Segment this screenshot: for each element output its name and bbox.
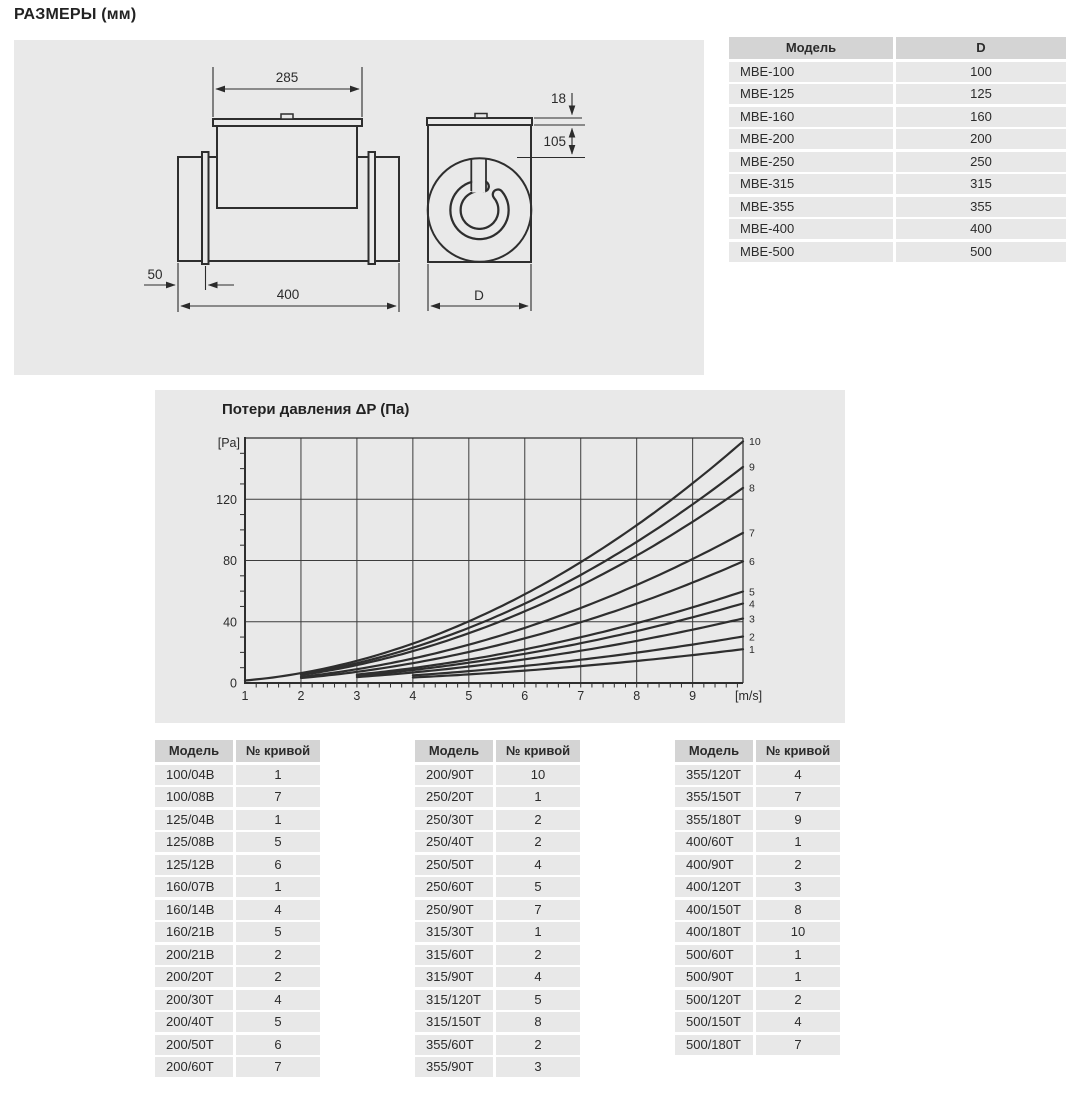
cell-value: 4 bbox=[756, 1012, 840, 1032]
cell-value: 7 bbox=[756, 787, 840, 807]
table-row bbox=[415, 900, 580, 920]
table-row bbox=[729, 242, 1066, 262]
y-axis-unit: [Pa] bbox=[217, 436, 240, 450]
table-row bbox=[155, 900, 320, 920]
pressure-curves bbox=[245, 436, 761, 680]
cell-value: 200 bbox=[896, 129, 1066, 149]
cell-value: 3 bbox=[756, 877, 840, 897]
table-row bbox=[729, 62, 1066, 82]
curve-label-6: 6 bbox=[749, 556, 755, 569]
y-tick-label: 120 bbox=[216, 492, 237, 507]
table-row bbox=[415, 832, 580, 852]
table-row bbox=[155, 1012, 320, 1032]
cell-value: 4 bbox=[756, 765, 840, 785]
cell-value: 1 bbox=[236, 765, 320, 785]
table-row bbox=[675, 990, 840, 1010]
front-lid-nub bbox=[475, 114, 487, 119]
cell-model: 125/04B bbox=[155, 810, 233, 830]
lid-nub bbox=[281, 114, 293, 119]
cell-model: 500/120T bbox=[675, 990, 753, 1010]
dim-400-label: 400 bbox=[276, 287, 300, 302]
table-row bbox=[155, 1035, 320, 1055]
cell-value: 2 bbox=[236, 967, 320, 987]
cell-model: 500/150T bbox=[675, 1012, 753, 1032]
cell-model: 125/08B bbox=[155, 832, 233, 852]
cell-value: 500 bbox=[896, 242, 1066, 262]
cell-model: 200/60T bbox=[155, 1057, 233, 1077]
table-row bbox=[675, 787, 840, 807]
dim-50-label: 50 bbox=[147, 267, 163, 282]
column-header: № кривой bbox=[236, 740, 320, 762]
table-row bbox=[675, 855, 840, 875]
cell-model: 315/60T bbox=[415, 945, 493, 965]
curve-label-3: 3 bbox=[749, 613, 755, 626]
pressure-loss-chart bbox=[155, 390, 845, 723]
curve-label-10: 10 bbox=[749, 436, 761, 449]
table-row bbox=[415, 1057, 580, 1077]
table-row bbox=[155, 810, 320, 830]
cell-model: MBE-160 bbox=[729, 107, 893, 127]
y-tick-label: 0 bbox=[230, 676, 237, 691]
duct-heater-drawing bbox=[14, 40, 704, 375]
cell-value: 125 bbox=[896, 84, 1066, 104]
table-row bbox=[155, 832, 320, 852]
cell-value: 100 bbox=[896, 62, 1066, 82]
cell-value: 315 bbox=[896, 174, 1066, 194]
cell-model: 160/14B bbox=[155, 900, 233, 920]
cell-model: 100/08B bbox=[155, 787, 233, 807]
cell-model: 200/50T bbox=[155, 1035, 233, 1055]
cell-model: 355/180T bbox=[675, 810, 753, 830]
cell-model: 100/04B bbox=[155, 765, 233, 785]
curve-label-2: 2 bbox=[749, 631, 755, 644]
table-row bbox=[155, 945, 320, 965]
cell-model: 250/50T bbox=[415, 855, 493, 875]
cell-value: 2 bbox=[756, 855, 840, 875]
cell-model: 200/30T bbox=[155, 990, 233, 1010]
table-row bbox=[415, 810, 580, 830]
x-tick-label: 8 bbox=[633, 689, 641, 703]
table-row bbox=[415, 1012, 580, 1032]
y-tick-label: 80 bbox=[223, 554, 237, 568]
page-title: РАЗМЕРЫ (мм) bbox=[14, 6, 137, 23]
cell-value: 4 bbox=[496, 967, 580, 987]
table-row bbox=[675, 900, 840, 920]
column-header: Модель bbox=[415, 740, 493, 762]
cell-model: 315/30T bbox=[415, 922, 493, 942]
cell-value: 1 bbox=[756, 945, 840, 965]
cell-value: 10 bbox=[496, 765, 580, 785]
curve-label-1: 1 bbox=[749, 644, 755, 657]
x-tick-label: 7 bbox=[577, 689, 585, 703]
table-header-row bbox=[415, 740, 580, 762]
x-tick-label: 6 bbox=[521, 689, 529, 703]
element-slot bbox=[472, 161, 485, 193]
chart-title: Потери давления ΔP (Па) bbox=[222, 401, 410, 418]
table-row bbox=[729, 107, 1066, 127]
curve-label-4: 4 bbox=[749, 598, 755, 611]
table-row bbox=[415, 967, 580, 987]
table-row bbox=[415, 787, 580, 807]
cell-value: 250 bbox=[896, 152, 1066, 172]
cell-model: 200/90T bbox=[415, 765, 493, 785]
cell-value: 7 bbox=[236, 1057, 320, 1077]
cell-model: 315/120T bbox=[415, 990, 493, 1010]
x-tick-label: 3 bbox=[353, 689, 361, 703]
cell-model: 315/150T bbox=[415, 1012, 493, 1032]
cell-model: 400/150T bbox=[675, 900, 753, 920]
cell-value: 6 bbox=[236, 855, 320, 875]
cell-model: 500/60T bbox=[675, 945, 753, 965]
cell-value: 2 bbox=[496, 810, 580, 830]
pressure-curve-4 bbox=[357, 604, 743, 676]
cell-model: 200/40T bbox=[155, 1012, 233, 1032]
dim-285-label: 285 bbox=[275, 70, 299, 85]
cell-model: 400/60T bbox=[675, 832, 753, 852]
column-header: D bbox=[896, 37, 1066, 59]
cell-value: 400 bbox=[896, 219, 1066, 239]
cell-value: 4 bbox=[496, 855, 580, 875]
cell-value: 8 bbox=[756, 900, 840, 920]
x-axis-unit: [m/s] bbox=[735, 689, 763, 703]
x-tick-label: 5 bbox=[465, 689, 473, 703]
table-row bbox=[155, 922, 320, 942]
cell-model: 400/180T bbox=[675, 922, 753, 942]
cell-value: 2 bbox=[756, 990, 840, 1010]
table-row bbox=[675, 967, 840, 987]
table-row bbox=[675, 810, 840, 830]
table-row bbox=[415, 1035, 580, 1055]
column-header: № кривой bbox=[756, 740, 840, 762]
curve-label-5: 5 bbox=[749, 586, 755, 599]
side-view bbox=[178, 114, 399, 264]
table-row bbox=[729, 84, 1066, 104]
x-tick-label: 2 bbox=[297, 689, 305, 703]
cell-value: 10 bbox=[756, 922, 840, 942]
cell-model: 250/20T bbox=[415, 787, 493, 807]
table-row bbox=[155, 787, 320, 807]
cell-value: 4 bbox=[236, 990, 320, 1010]
table-row bbox=[675, 1035, 840, 1055]
left-flange bbox=[202, 152, 209, 264]
cell-model: 315/90T bbox=[415, 967, 493, 987]
cell-value: 1 bbox=[756, 832, 840, 852]
table-row bbox=[415, 855, 580, 875]
cell-model: MBE-400 bbox=[729, 219, 893, 239]
cell-value: 3 bbox=[496, 1057, 580, 1077]
curve-label-7: 7 bbox=[749, 527, 755, 540]
axis-labels bbox=[216, 436, 762, 703]
cell-model: 160/21B bbox=[155, 922, 233, 942]
table-row bbox=[155, 877, 320, 897]
cell-model: 250/40T bbox=[415, 832, 493, 852]
column-header: Модель bbox=[155, 740, 233, 762]
table-row bbox=[155, 967, 320, 987]
table-row bbox=[675, 832, 840, 852]
cell-model: 355/120T bbox=[675, 765, 753, 785]
cell-value: 5 bbox=[496, 990, 580, 1010]
curve-table-2 bbox=[415, 740, 580, 1080]
curve-table-3 bbox=[675, 740, 840, 1057]
dimensions-drawing-panel bbox=[14, 40, 704, 375]
cell-value: 1 bbox=[496, 922, 580, 942]
cell-value: 1 bbox=[496, 787, 580, 807]
pressure-loss-chart-panel bbox=[155, 390, 845, 723]
cell-model: 200/21B bbox=[155, 945, 233, 965]
table-row bbox=[675, 922, 840, 942]
cell-model: 355/90T bbox=[415, 1057, 493, 1077]
table-row bbox=[675, 877, 840, 897]
cell-model: 250/60T bbox=[415, 877, 493, 897]
dim-105-label: 105 bbox=[543, 134, 566, 149]
cell-value: 8 bbox=[496, 1012, 580, 1032]
table-row bbox=[729, 174, 1066, 194]
cell-value: 160 bbox=[896, 107, 1066, 127]
cell-value: 5 bbox=[236, 832, 320, 852]
cell-model: MBE-355 bbox=[729, 197, 893, 217]
curve-label-9: 9 bbox=[749, 461, 755, 474]
dim-D-label: D bbox=[474, 288, 484, 303]
cell-model: MBE-125 bbox=[729, 84, 893, 104]
cell-model: MBE-100 bbox=[729, 62, 893, 82]
cell-value: 5 bbox=[236, 1012, 320, 1032]
x-tick-label: 4 bbox=[409, 689, 417, 703]
cell-model: 500/180T bbox=[675, 1035, 753, 1055]
cell-value: 2 bbox=[496, 945, 580, 965]
x-tick-label: 1 bbox=[241, 689, 249, 703]
cell-model: 500/90T bbox=[675, 967, 753, 987]
table-row bbox=[415, 990, 580, 1010]
cell-model: 400/90T bbox=[675, 855, 753, 875]
cell-value: 6 bbox=[236, 1035, 320, 1055]
table-row bbox=[675, 765, 840, 785]
column-header: Модель bbox=[675, 740, 753, 762]
cell-value: 2 bbox=[496, 832, 580, 852]
cell-value: 2 bbox=[496, 1035, 580, 1055]
cell-model: 250/30T bbox=[415, 810, 493, 830]
front-lid bbox=[427, 118, 532, 125]
cell-model: MBE-200 bbox=[729, 129, 893, 149]
cell-model: 160/07B bbox=[155, 877, 233, 897]
cell-model: MBE-250 bbox=[729, 152, 893, 172]
table-row bbox=[729, 197, 1066, 217]
table-header-row bbox=[729, 37, 1066, 59]
table-row bbox=[675, 1012, 840, 1032]
cell-model: 355/60T bbox=[415, 1035, 493, 1055]
cell-value: 5 bbox=[496, 877, 580, 897]
cell-value: 1 bbox=[756, 967, 840, 987]
table-row bbox=[729, 152, 1066, 172]
table-row bbox=[155, 990, 320, 1010]
terminal-box bbox=[217, 126, 357, 208]
terminal-box-lid bbox=[213, 119, 362, 126]
table-header-row bbox=[675, 740, 840, 762]
table-row bbox=[415, 765, 580, 785]
table-row bbox=[415, 922, 580, 942]
cell-model: 400/120T bbox=[675, 877, 753, 897]
cell-value: 2 bbox=[236, 945, 320, 965]
front-body bbox=[428, 125, 531, 262]
cell-value: 9 bbox=[756, 810, 840, 830]
cell-value: 5 bbox=[236, 922, 320, 942]
cell-model: 200/20T bbox=[155, 967, 233, 987]
cell-value: 1 bbox=[236, 877, 320, 897]
cell-value: 7 bbox=[756, 1035, 840, 1055]
table-row bbox=[729, 219, 1066, 239]
cell-model: 125/12B bbox=[155, 855, 233, 875]
cell-model: 250/90T bbox=[415, 900, 493, 920]
right-flange bbox=[369, 152, 376, 264]
table-row bbox=[155, 765, 320, 785]
curve-table-1 bbox=[155, 740, 320, 1080]
cell-model: MBE-500 bbox=[729, 242, 893, 262]
table-row bbox=[729, 129, 1066, 149]
cell-model: MBE-315 bbox=[729, 174, 893, 194]
pressure-curve-9 bbox=[301, 467, 743, 674]
table-row bbox=[415, 945, 580, 965]
axis-ticks bbox=[240, 453, 737, 687]
cell-value: 1 bbox=[236, 810, 320, 830]
column-header: Модель bbox=[729, 37, 893, 59]
table-row bbox=[675, 945, 840, 965]
cell-model: 355/150T bbox=[675, 787, 753, 807]
curve-label-8: 8 bbox=[749, 482, 755, 495]
table-row bbox=[415, 877, 580, 897]
cell-value: 4 bbox=[236, 900, 320, 920]
cell-value: 7 bbox=[496, 900, 580, 920]
cell-value: 355 bbox=[896, 197, 1066, 217]
table-row bbox=[155, 1057, 320, 1077]
x-tick-label: 9 bbox=[689, 689, 697, 703]
table-header-row bbox=[155, 740, 320, 762]
y-tick-label: 40 bbox=[223, 615, 237, 630]
model-diameter-table bbox=[729, 37, 1066, 264]
dim-18-label: 18 bbox=[550, 91, 566, 106]
table-row bbox=[155, 855, 320, 875]
cell-value: 7 bbox=[236, 787, 320, 807]
column-header: № кривой bbox=[496, 740, 580, 762]
